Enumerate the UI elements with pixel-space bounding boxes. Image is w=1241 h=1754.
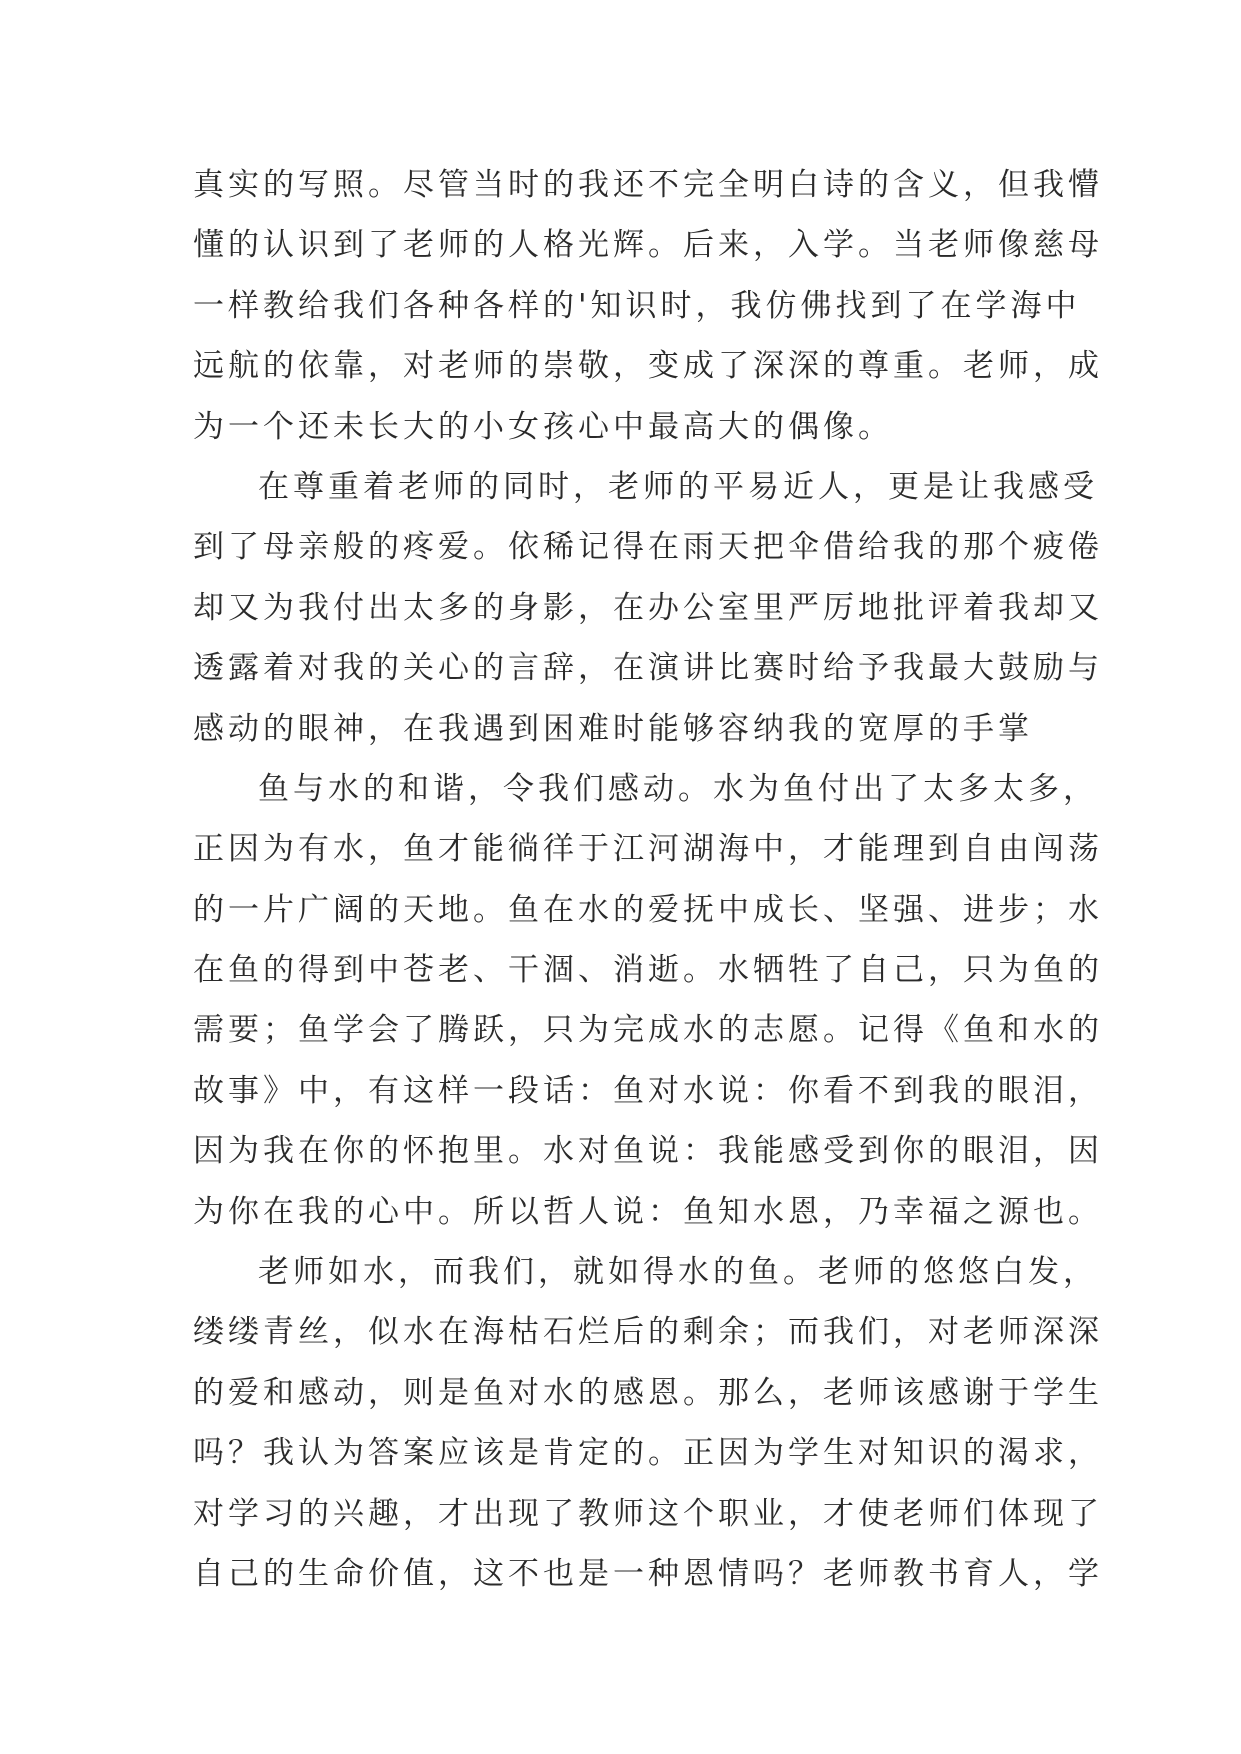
text-line: 正因为有水，鱼才能徜徉于江河湖海中，才能理到自由闯荡 [193,831,1103,868]
text-line: 的爱和感动，则是鱼对水的感恩。那么，老师该感谢于学生 [193,1374,1103,1411]
paragraph-first-line: 老师如水，而我们，就如得水的鱼。老师的悠悠白发， [258,1254,1098,1291]
paragraph-first-line: 鱼与水的和谐，令我们感动。水为鱼付出了太多太多， [258,770,1098,807]
text-line: 感动的眼神，在我遇到困难时能够容纳我的宽厚的手掌 [193,710,1033,747]
text-line: 自己的生命价值，这不也是一种恩情吗？老师教书育人，学 [193,1555,1103,1592]
text-line: 一样教给我们各种各样的'知识时，我仿佛找到了在学海中 [193,287,1081,324]
text-line: 因为我在你的怀抱里。水对鱼说：我能感受到你的眼泪，因 [193,1133,1103,1170]
text-line: 对学习的兴趣，才出现了教师这个职业，才使老师们体现了 [193,1495,1103,1532]
text-line: 的一片广阔的天地。鱼在水的爱抚中成长、坚强、进步；水 [193,891,1103,928]
text-line: 为你在我的心中。所以哲人说：鱼知水恩，乃幸福之源也。 [193,1193,1103,1230]
text-line: 到了母亲般的疼爱。依稀记得在雨天把伞借给我的那个疲倦 [193,529,1103,566]
text-line: 需要；鱼学会了腾跃，只为完成水的志愿。记得《鱼和水的 [193,1012,1103,1049]
text-line: 远航的依靠，对老师的崇敬，变成了深深的尊重。老师，成 [193,348,1103,385]
paragraph-first-line: 在尊重着老师的同时，老师的平易近人，更是让我感受 [258,468,1098,505]
text-line: 却又为我付出太多的身影，在办公室里严厉地批评着我却又 [193,589,1103,626]
essay-body [193,155,1103,1604]
text-line: 透露着对我的关心的言辞，在演讲比赛时给予我最大鼓励与 [193,650,1103,687]
text-line: 在鱼的得到中苍老、干涸、消逝。水牺牲了自己，只为鱼的 [193,952,1103,989]
text-line: 故事》中，有这样一段话：鱼对水说：你看不到我的眼泪， [193,1072,1103,1109]
text-line: 真实的写照。尽管当时的我还不完全明白诗的含义，但我懵 [193,167,1103,203]
text-line: 懂的认识到了老师的人格光辉。后来，入学。当老师像慈母 [193,227,1103,264]
text-line: 吗？我认为答案应该是肯定的。正因为学生对知识的渴求， [193,1435,1103,1472]
text-line: 缕缕青丝，似水在海枯石烂后的剩余；而我们，对老师深深 [193,1314,1103,1351]
text-line: 为一个还未长大的小女孩心中最高大的偶像。 [193,408,893,445]
